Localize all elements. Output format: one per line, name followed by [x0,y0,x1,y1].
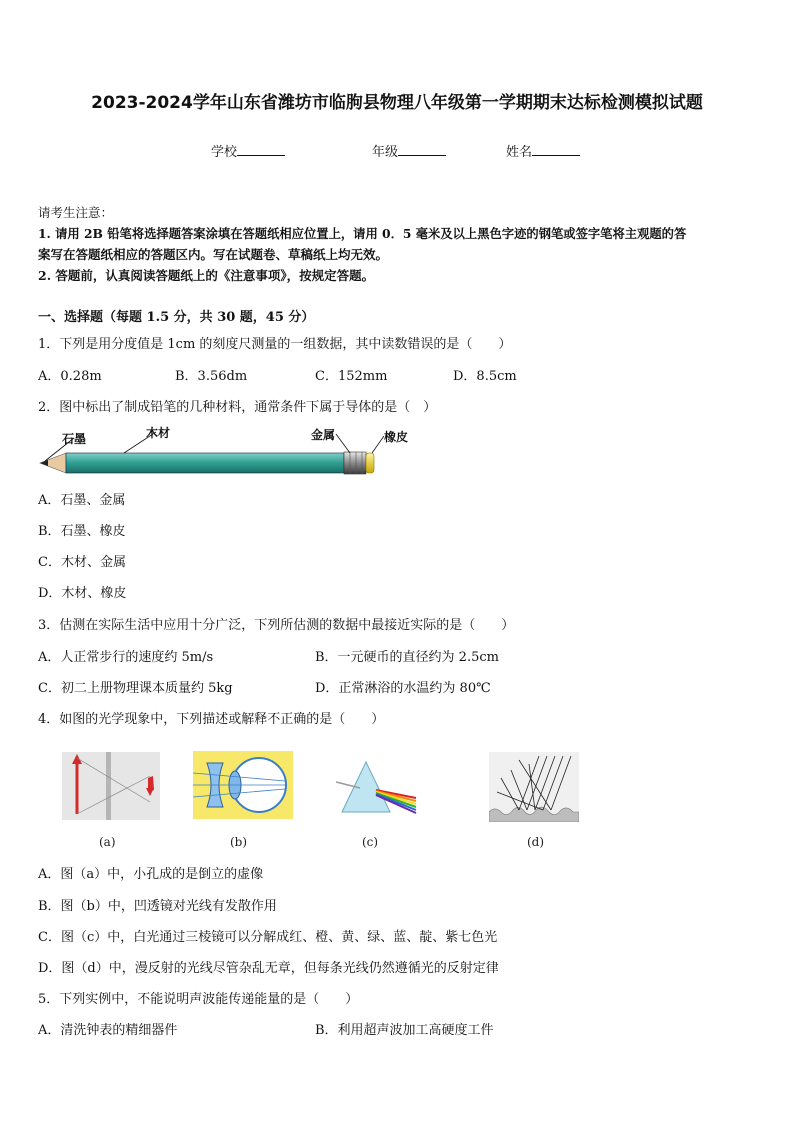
page-title: 2023-2024学年山东省潍坊市临朐县物理八年级第一学期期末达标检测模拟试题 [91,93,703,113]
grade-field [372,141,446,160]
q2-option-d[interactable]: D．木材、橡皮 [38,586,127,601]
q3-option-b[interactable]: B．一元硬币的直径约为 2.5cm [315,650,499,665]
label-metal: 金属 [311,428,336,442]
q4-option-a[interactable]: A．图（a）中，小孔成的是倒立的虚像 [38,867,264,882]
caption-d: (d) [527,835,545,849]
notice-heading: 请考生注意： [38,205,114,220]
question-3-stem: 3．估测在实际生活中应用十分广泛，下列所估测的数据中最接近实际的是（ ） [38,618,515,633]
figure-d-diffuse-reflection [489,752,579,822]
school-label: 学校 [211,145,238,160]
q1-option-d[interactable]: D．8.5cm [453,369,517,384]
notice-item1-line1: 1. 请用 2B 铅笔将选择题答案涂填在答题纸相应位置上，请用 0．5 毫米及以上黑色字迹的钢笔或签字笔将主观题的答 [38,226,687,241]
name-label: 姓名 [506,145,533,160]
grade-label: 年级 [372,145,399,160]
q2-option-c[interactable]: C．木材、金属 [38,555,126,570]
school-blank [237,143,285,156]
q4-option-b[interactable]: B．图（b）中，凹透镜对光线有发散作用 [38,899,277,914]
q4-option-d[interactable]: D．图（d）中，漫反射的光线尽管杂乱无章，但每条光线仍然遵循光的反射定律 [38,961,499,976]
figure-c-prism [336,752,418,818]
label-eraser: 橡皮 [384,430,409,444]
pencil-eraser [366,453,374,473]
q2-option-a[interactable]: A．石墨、金属 [38,493,126,508]
label-graphite: 石墨 [62,432,87,446]
q1-option-b[interactable]: B．3.56dm [175,369,248,384]
caption-c: (c) [362,835,379,849]
pencil-body [66,453,344,473]
question-5-stem: 5．下列实例中，不能说明声波能传递能量的是（ ） [38,992,359,1007]
q5-option-b[interactable]: B．利用超声波加工高硬度工件 [315,1023,494,1038]
q5-option-a[interactable]: A．清洗钟表的精细器件 [38,1023,178,1038]
grade-blank [398,143,446,156]
figure-b-eye-lens [193,751,293,819]
q3-option-d[interactable]: D．正常淋浴的水温约为 80℃ [315,681,491,696]
pencil-ferrule [344,452,366,474]
name-field [506,141,580,160]
question-1-stem: 1．下列是用分度值是 1cm 的刻度尺测量的一组数据，其中读数错误的是（ ） [38,337,512,352]
q3-option-a[interactable]: A．人正常步行的速度约 5m/s [38,650,214,665]
notice-item1-line2: 案写在答题纸相应的答题区内。写在试题卷、草稿纸上均无效。 [38,247,389,262]
notice-item2: 2. 答题前，认真阅读答题纸上的《注意事项》，按规定答题。 [38,268,375,283]
school-field [211,141,285,160]
q1-option-c[interactable]: C．152mm [315,369,388,384]
question-2-stem: 2．图中标出了制成铅笔的几种材料，通常条件下属于导体的是（ ） [38,400,437,415]
section-title: 一、选择题（每题 1.5 分，共 30 题，45 分） [38,310,315,325]
caption-a: (a) [99,835,116,849]
pencil-graphite-tip [40,460,48,466]
q2-option-b[interactable]: B．石墨、橡皮 [38,524,126,539]
q3-option-c[interactable]: C．初二上册物理课本质量约 5kg [38,681,233,696]
label-wood: 木材 [146,426,171,440]
q4-option-c[interactable]: C．图（c）中，白光通过三棱镜可以分解成红、橙、黄、绿、蓝、靛、紫七色光 [38,930,498,945]
name-blank [532,143,580,156]
question-4-stem: 4．如图的光学现象中，下列描述或解释不正确的是（ ） [38,712,385,727]
q1-option-a[interactable]: A．0.28m [38,369,102,384]
figure-a-pinhole [62,752,160,820]
caption-b: (b) [230,835,248,849]
